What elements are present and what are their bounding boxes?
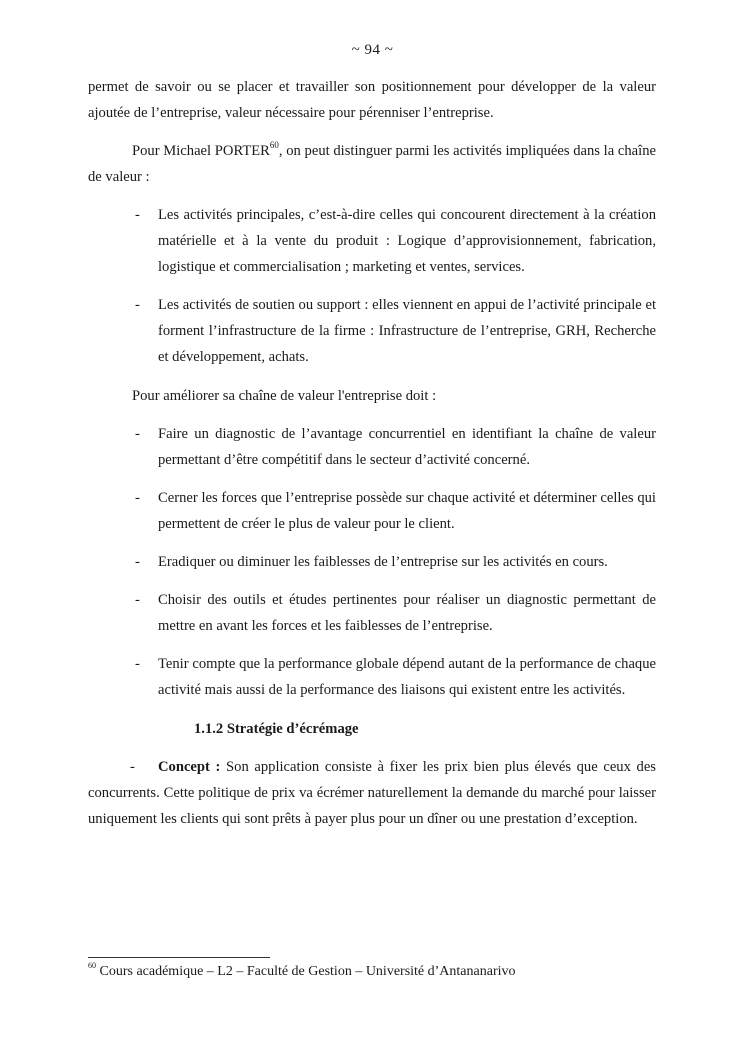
concept-text: Son application consiste à fixer les prix bien plus élevés que ceux des concurrents. Cette politique de prix va écrémer naturellement la demande du marché pour laisser uniquement les clients qui sont prêts à payer plus pour un dîner ou une prestation d’exception.	[88, 759, 656, 827]
page-body	[88, 74, 656, 832]
porter-rest: , on peut distinguer parmi les activités impliquées dans la chaîne de valeur :	[88, 143, 656, 185]
dash-bullet: -	[135, 297, 140, 313]
list-item	[88, 587, 656, 639]
list-item	[88, 202, 656, 280]
list-item	[88, 485, 656, 537]
dash-bullet: -	[130, 759, 135, 775]
list-item-text: Choisir des outils et études pertinentes pour réaliser un diagnostic permettant de mettre en avant les forces et les faiblesses de l’entreprise.	[158, 592, 656, 634]
list-item-text: Les activités de soutien ou support : elles viennent en appui de l’activité principale et forment l’infrastructure de la firme : Infrastructure de l’entreprise, GRH, Recherche et développement, achats.	[158, 297, 656, 365]
paragraph-continuation: permet de savoir ou se placer et travailler son positionnement pour développer de la valeur ajoutée de l’entreprise, valeur nécessaire pour pérenniser l’entreprise.	[88, 79, 656, 121]
section-heading: 1.1.2 Stratégie d’écrémage	[194, 721, 359, 737]
footnote-text: Cours académique – L2 – Faculté de Gestion – Université d’Antananarivo	[96, 964, 516, 979]
dash-bullet: -	[135, 656, 140, 672]
dash-bullet: -	[135, 426, 140, 442]
footnote-divider	[88, 957, 270, 958]
list-item	[88, 292, 656, 370]
dash-bullet: -	[135, 554, 140, 570]
list-item	[88, 549, 656, 575]
dash-bullet: -	[135, 592, 140, 608]
steps-list	[88, 421, 656, 703]
list-item-text: Cerner les forces que l’entreprise possède sur chaque activité et déterminer celles qui permettent de créer le plus de valeur pour le client.	[158, 490, 656, 532]
concept-label: Concept :	[158, 759, 221, 775]
paragraph-porter	[88, 138, 656, 190]
concept-paragraph	[88, 754, 656, 832]
dash-bullet: -	[135, 490, 140, 506]
list-item-text: Eradiquer ou diminuer les faiblesses de l’entreprise sur les activités en cours.	[158, 554, 608, 570]
activities-list	[88, 202, 656, 370]
list-item	[88, 421, 656, 473]
page-number: ~ 94 ~	[351, 42, 394, 58]
list-item-text: Les activités principales, c’est-à-dire celles qui concourent directement à la création matérielle et à la vente du produit : Logique d’approvisionnement, fabrication, logistique et commercialisation ; marketing et ventes, services.	[158, 207, 656, 275]
paragraph-improve: Pour améliorer sa chaîne de valeur l'entreprise doit :	[132, 388, 437, 404]
footnote	[88, 962, 516, 982]
dash-bullet: -	[135, 207, 140, 223]
footnote-reference: 60	[269, 140, 279, 151]
list-item	[88, 651, 656, 703]
porter-intro: Pour Michael PORTER	[132, 143, 270, 159]
list-item-text: Tenir compte que la performance globale dépend autant de la performance de chaque activité mais aussi de la performance des liaisons qui existent entre les activités.	[158, 656, 656, 698]
footnote-number: 60	[88, 961, 96, 971]
list-item-text: Faire un diagnostic de l’avantage concurrentiel en identifiant la chaîne de valeur permettant d’être compétitif dans le secteur d’activité concerné.	[158, 426, 656, 468]
